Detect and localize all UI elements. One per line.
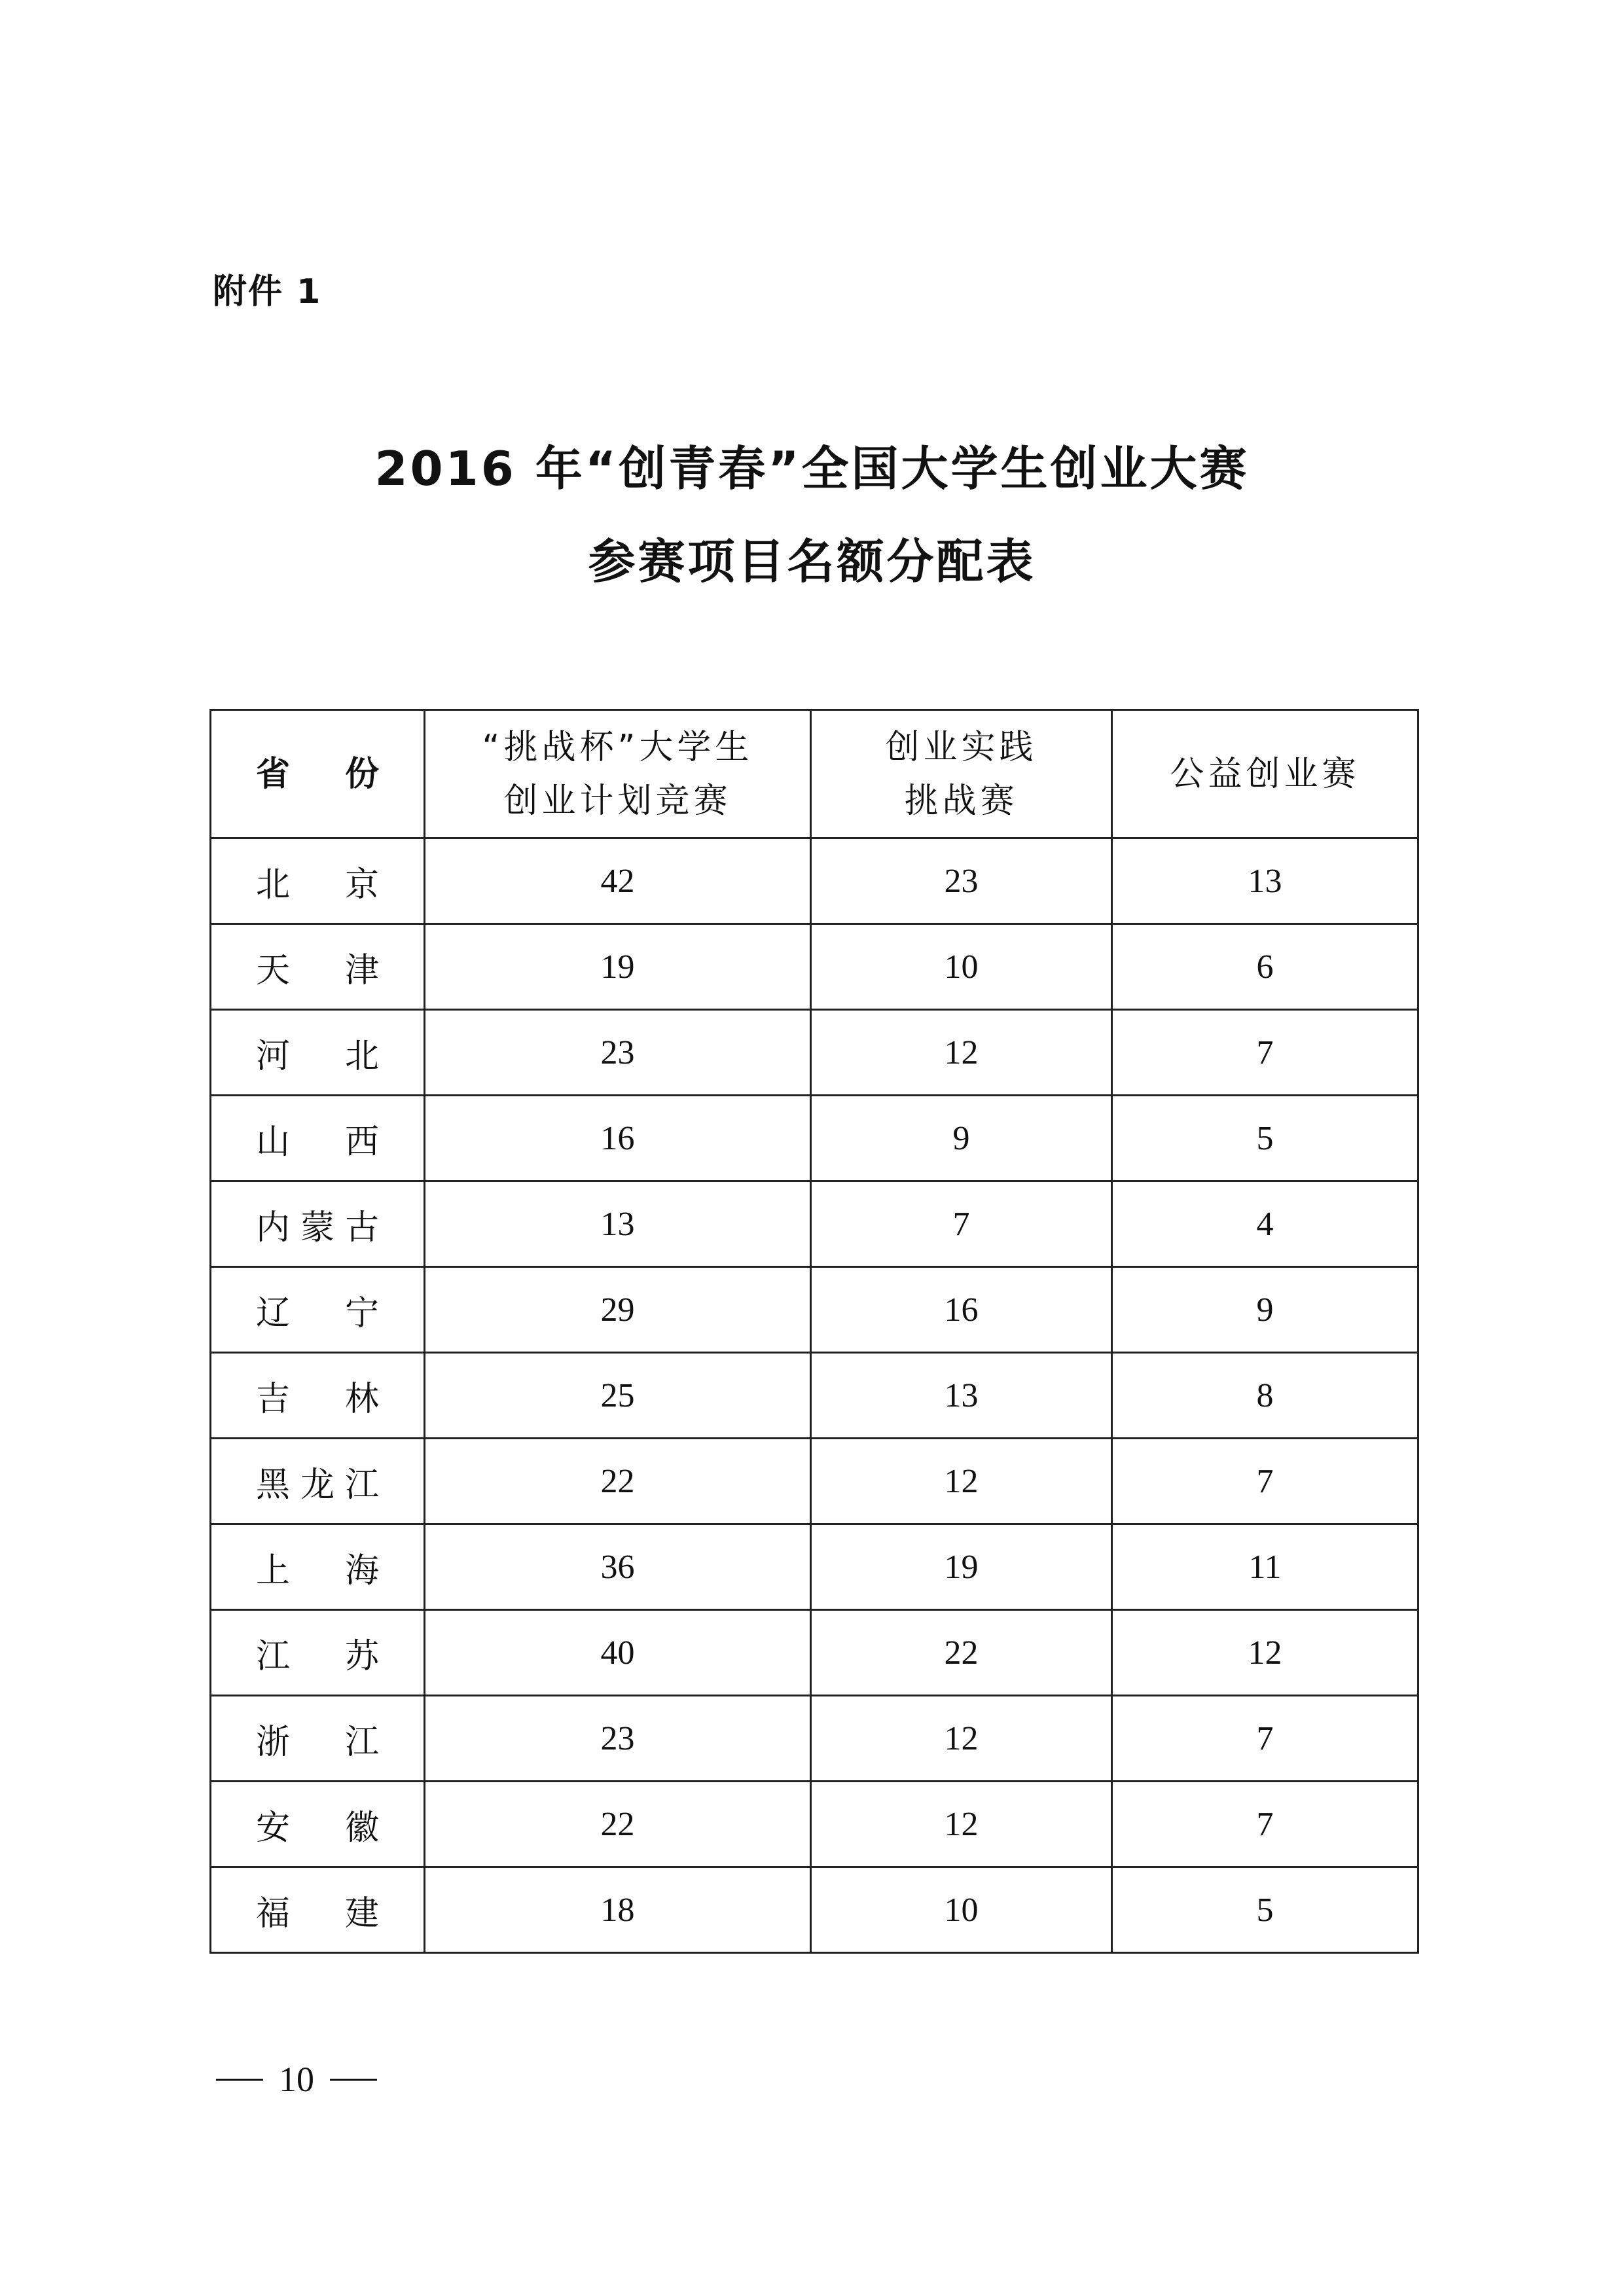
province-cell [211,838,425,924]
province-cell [211,1696,425,1782]
practice-cell: 9 [811,1096,1112,1181]
province-cell [211,924,425,1010]
header-practice-line: 挑战赛 [904,781,1019,821]
header-challenge-cup-line: 创业计划竞赛 [503,781,732,821]
header-province-char: 省 [256,754,291,794]
footer-dash-left [216,2079,263,2081]
province-char: 北 [256,865,291,905]
province-char: 京 [344,865,379,905]
practice-cell: 19 [811,1524,1112,1610]
header-practice-line: 创业实践 [885,727,1038,767]
province-char: 海 [344,1551,379,1590]
province-char: 福 [256,1893,291,1933]
challenge-cup-cell: 29 [425,1267,811,1353]
attachment-label: 附件 1 [213,272,322,312]
header-challenge-cup [425,710,811,838]
province-char: 河 [256,1036,291,1076]
province-cell [211,1010,425,1096]
document-title: 2016 年“创青春”全国大学生创业大赛 [374,441,1250,496]
province-char: 江 [344,1722,379,1762]
table-row [211,1610,1418,1696]
table-body [211,838,1418,1953]
document-subtitle: 参赛项目名额分配表 [588,534,1036,589]
public-welfare-cell: 8 [1112,1353,1418,1439]
province-char: 徽 [344,1808,379,1848]
challenge-cup-cell: 40 [425,1610,811,1696]
public-welfare-cell: 11 [1112,1524,1418,1610]
table-row [211,1867,1418,1953]
province-char: 安 [256,1808,291,1848]
province-cell [211,1524,425,1610]
challenge-cup-cell: 16 [425,1096,811,1181]
public-welfare-cell: 7 [1112,1696,1418,1782]
province-char: 苏 [344,1636,379,1676]
table-row [211,1010,1418,1096]
public-welfare-cell: 7 [1112,1782,1418,1867]
practice-cell: 10 [811,1867,1112,1953]
province-cell [211,1353,425,1439]
public-welfare-cell: 12 [1112,1610,1418,1696]
province-char: 古 [344,1208,379,1247]
challenge-cup-cell: 22 [425,1782,811,1867]
province-char: 宁 [344,1293,379,1333]
practice-cell: 22 [811,1610,1112,1696]
practice-cell: 12 [811,1439,1112,1524]
province-cell [211,1181,425,1267]
table-row [211,1439,1418,1524]
challenge-cup-cell: 23 [425,1696,811,1782]
province-char: 西 [344,1122,379,1162]
province-cell [211,1610,425,1696]
challenge-cup-cell: 22 [425,1439,811,1524]
province-cell [211,1096,425,1181]
practice-cell: 7 [811,1181,1112,1267]
challenge-cup-cell: 23 [425,1010,811,1096]
province-cell [211,1867,425,1953]
practice-cell: 12 [811,1782,1112,1867]
challenge-cup-cell: 42 [425,838,811,924]
province-char: 山 [256,1122,291,1162]
public-welfare-cell: 7 [1112,1439,1418,1524]
header-public-welfare-line: 公益创业赛 [1170,754,1360,794]
practice-cell: 12 [811,1696,1112,1782]
public-welfare-cell: 4 [1112,1181,1418,1267]
challenge-cup-cell: 36 [425,1524,811,1610]
public-welfare-cell: 13 [1112,838,1418,924]
table-row [211,1267,1418,1353]
page-number: 10 [279,2060,314,2099]
public-welfare-cell: 7 [1112,1010,1418,1096]
table-row [211,838,1418,924]
public-welfare-cell: 5 [1112,1096,1418,1181]
public-welfare-cell: 9 [1112,1267,1418,1353]
page-footer [216,2062,377,2097]
province-char: 天 [256,950,291,990]
table-row [211,1181,1418,1267]
province-cell [211,1782,425,1867]
province-cell [211,1439,425,1524]
practice-cell: 10 [811,924,1112,1010]
practice-cell: 13 [811,1353,1112,1439]
province-char: 蒙 [300,1208,334,1247]
header-practice [811,710,1112,838]
province-char: 建 [344,1893,379,1933]
province-char: 北 [344,1036,379,1076]
table-row [211,924,1418,1010]
table-header-row [211,710,1418,838]
quota-allocation-table [209,709,1419,1954]
table-row [211,1782,1418,1867]
table-row [211,1696,1418,1782]
table-row [211,1096,1418,1181]
footer-dash-right [330,2079,377,2081]
province-char: 浙 [256,1722,291,1762]
challenge-cup-cell: 18 [425,1867,811,1953]
province-char: 内 [256,1208,291,1247]
header-province-char: 份 [344,754,379,794]
table-row [211,1524,1418,1610]
province-char: 辽 [256,1293,291,1333]
challenge-cup-cell: 19 [425,924,811,1010]
header-public-welfare [1112,710,1418,838]
public-welfare-cell: 5 [1112,1867,1418,1953]
practice-cell: 12 [811,1010,1112,1096]
header-province [211,710,425,838]
province-char: 津 [344,950,379,990]
practice-cell: 16 [811,1267,1112,1353]
table-row [211,1353,1418,1439]
challenge-cup-cell: 25 [425,1353,811,1439]
province-cell [211,1267,425,1353]
challenge-cup-cell: 13 [425,1181,811,1267]
province-char: 上 [256,1551,291,1590]
province-char: 龙 [300,1465,334,1505]
province-char: 黑 [256,1465,291,1505]
province-char: 江 [344,1465,379,1505]
public-welfare-cell: 6 [1112,924,1418,1010]
practice-cell: 23 [811,838,1112,924]
province-char: 吉 [256,1379,291,1419]
province-char: 江 [256,1636,291,1676]
header-challenge-cup-line: “挑战杯”大学生 [482,727,753,767]
province-char: 林 [344,1379,379,1419]
